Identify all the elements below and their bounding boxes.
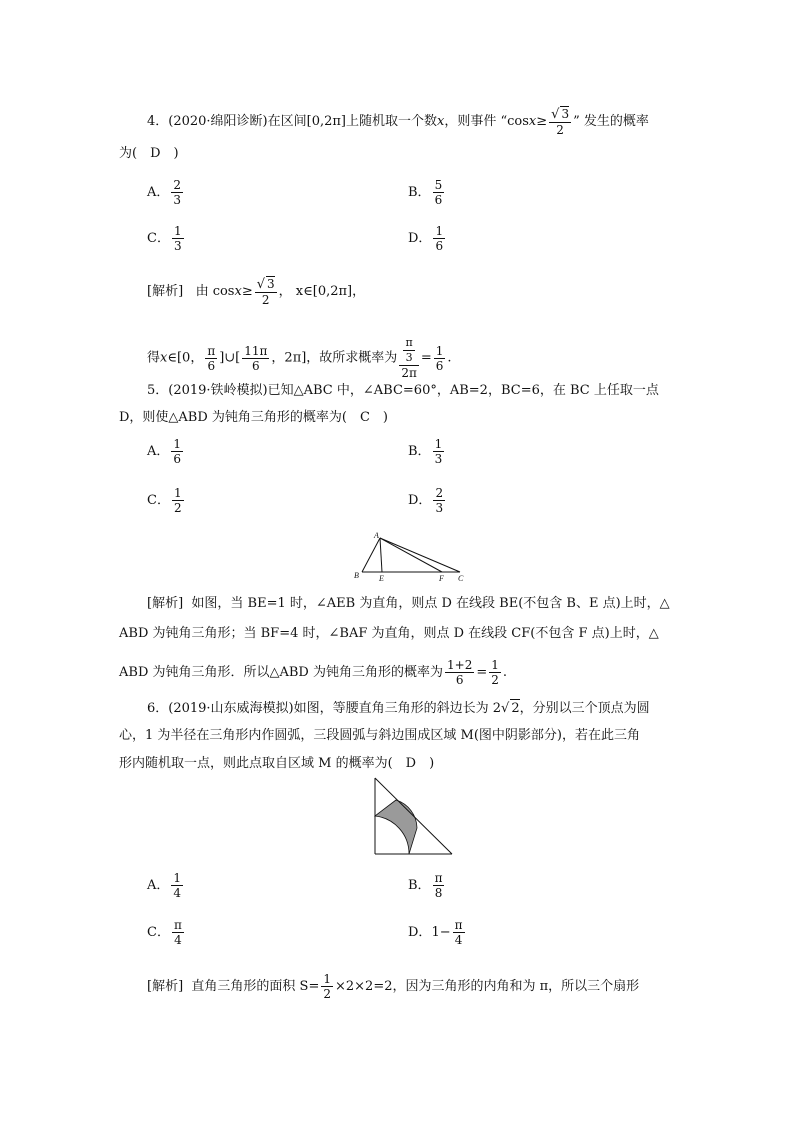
q6-option-b-label: B． [408, 878, 431, 893]
q4-option-c-frac [172, 224, 184, 253]
q5-sol3-num: 1+2 [447, 658, 473, 672]
q5-d-den: 3 [435, 501, 444, 515]
q5-line1: 5．(2019·铁岭模拟)已知△ABC 中，∠ABC=60°，AB=2，BC=6，在 BC 上任取一点 [147, 383, 659, 398]
q6-option-b-frac [433, 871, 445, 900]
q4-sol1-geq: ≥ [241, 284, 253, 299]
q4-option-c [147, 224, 186, 253]
q6-d-den: 4 [454, 933, 463, 947]
q6-option-c-label: C． [147, 925, 170, 940]
q4-option-c-label: C． [147, 231, 170, 246]
q4-sol2-b: ∈[0， [167, 350, 204, 366]
q5-sol3-num2: 1 [491, 658, 499, 672]
q4-geq: ≥ [536, 114, 548, 129]
q5-triangle-figure [352, 528, 472, 584]
q4-line1 [147, 106, 649, 137]
q4-sol2-6b: 6 [252, 358, 260, 373]
q4-option-b [408, 178, 446, 207]
q4-sol2-frac-pi6 [205, 344, 217, 373]
q5-option-a-frac [171, 437, 183, 466]
q4-sqrt3: 3 [561, 107, 570, 121]
q5-sol3-end: . [502, 665, 508, 680]
q6-option-d [408, 918, 467, 947]
q5-d-num: 2 [435, 486, 444, 500]
q4-sol2-result [434, 344, 446, 373]
q5-option-b-label: B． [408, 444, 431, 459]
q6-sol1-frac [321, 972, 333, 1001]
q4-sol2-3: 3 [405, 351, 413, 364]
q6-option-b [408, 871, 446, 900]
q5-seg-ac [380, 538, 460, 572]
q5-label-f: F [439, 574, 444, 583]
q5-option-a-label: A． [147, 444, 170, 459]
q5-label-a: A [374, 531, 379, 540]
q5-option-a [147, 437, 185, 466]
q6-option-a [147, 871, 185, 900]
q4-option-b-label: B． [408, 185, 431, 200]
q4-sol1-den: 2 [261, 293, 270, 307]
q6-b-num: π [434, 871, 443, 885]
q4-den2: 2 [556, 123, 564, 137]
q6-option-d-pre: 1− [431, 925, 451, 940]
q4-b-num: 5 [434, 178, 443, 192]
q6-d-num: π [454, 918, 463, 932]
q6-triangle-figure [372, 776, 456, 858]
q4-var-x: x [437, 114, 445, 129]
q5-label-c: C [458, 574, 464, 583]
q5-solution-line3 [119, 658, 507, 687]
q4-frac-root3-over-2: $\frac{√ 3}{2}$ [551, 107, 570, 137]
q4-text-b: ，则事件 “cos [444, 114, 529, 129]
q5-b-den: 3 [434, 452, 443, 466]
q5-option-c-label: C． [147, 493, 170, 508]
q6-line3: 形内随机取一点，则此点取自区域 M 的概率为( D ) [119, 756, 435, 771]
q5-sol3-result [489, 658, 501, 687]
q6-sol1-a: 直角三角形的面积 S= [191, 979, 320, 994]
q5-option-b [408, 437, 446, 466]
q6-solution-label: [解析] [147, 979, 184, 994]
q5-solution-line1 [147, 595, 670, 613]
q5-seg-ae [380, 538, 382, 572]
q4-option-a [147, 178, 185, 207]
q4-sol2-a: 得 [147, 350, 161, 366]
q6-a-num: 1 [173, 871, 182, 885]
q6-option-d-label: D． [408, 925, 432, 940]
q4-c-den: 3 [173, 239, 182, 253]
q4-d-den: 6 [435, 239, 444, 253]
q4-solution-line2 [147, 336, 452, 380]
q4-line2: 为( D ) [119, 146, 179, 161]
q6-option-c-frac [172, 918, 184, 947]
q4-sol2-1: 1 [435, 343, 444, 358]
q4-sol2-2pi: 2π [401, 366, 417, 380]
q6-a-den: 4 [173, 886, 182, 900]
q5-c-num: 1 [173, 486, 182, 500]
q4-sol2-11pi: 11π [244, 343, 268, 358]
q4-sol2-compound-frac [399, 336, 419, 380]
q5-seg-af [380, 538, 442, 572]
q6-c-num: π [173, 918, 182, 932]
q5-sol3-frac [445, 658, 474, 687]
q5-option-d-frac [433, 486, 445, 515]
q4-option-d [408, 224, 447, 253]
q6-line1-b: ，分别以三个顶点为圆 [519, 701, 650, 716]
q5-b-num: 1 [434, 437, 443, 451]
q4-option-b-frac [433, 178, 445, 207]
q4-sol2-end: . [447, 350, 452, 366]
q4-a-num: 2 [173, 178, 182, 192]
q4-var-x2: x [528, 114, 537, 129]
q4-option-d-label: D． [408, 231, 432, 246]
q4-c-num: 1 [173, 224, 182, 238]
q5-option-c-frac [172, 486, 184, 515]
q6-solution-line1 [147, 972, 639, 1001]
q5-option-b-frac [433, 437, 445, 466]
q6-option-a-label: A． [147, 878, 170, 893]
q5-seg-ab [362, 538, 380, 572]
q5-solution-label: [解析] [147, 596, 184, 611]
q5-sol3-eq: = [476, 665, 488, 680]
q6-sol1-b: ×2×2=2，因为三角形的内角和为 π，所以三个扇形 [335, 979, 640, 994]
q6-option-d-frac [453, 918, 465, 947]
q4-option-d-frac [433, 224, 445, 253]
q4-d-num: 1 [435, 224, 444, 238]
q4-sol1-sqrt3: 3 [267, 277, 275, 291]
q5-line2: D，则使△ABD 为钝角三角形的概率为( C ) [119, 410, 389, 425]
q4-sol2-pi3: π [405, 336, 413, 349]
q5-solution-line2: ABD 为钝角三角形；当 BF=4 时，∠BAF 为直角，则点 D 在线段 CF(不包含 F 点)上时，△ [119, 626, 659, 641]
q4-sol1-x: x [234, 284, 242, 299]
q4-sol2-x: x [160, 350, 168, 366]
q5-a-num: 1 [173, 437, 182, 451]
q5-sol3-den: 6 [455, 673, 464, 687]
q4-sol2-6: 6 [207, 358, 216, 373]
q4-option-a-frac [171, 178, 183, 207]
q5-a-den: 6 [173, 452, 182, 466]
q6-c-den: 4 [174, 933, 182, 947]
q6-sol1-num: 1 [323, 972, 331, 986]
q4-sol2-c: ]∪[ [219, 350, 241, 366]
q5-label-b: B [354, 571, 359, 580]
q6-line1-a: 6．(2019·山东威海模拟)如图，等腰直角三角形的斜边长为 2 [147, 701, 502, 716]
q4-solution-line1 [147, 276, 365, 307]
q4-text-a: 4．(2020·绵阳诊断)在区间[0,2π]上随机取一个数 [147, 114, 437, 129]
q6-option-c [147, 918, 186, 947]
q4-sol2-frac-11pi6 [242, 344, 269, 373]
q4-sol2-eq: = [420, 350, 432, 366]
q5-c-den: 2 [173, 501, 182, 515]
q4-option-a-label: A． [147, 185, 170, 200]
q5-sol3-a: ABD 为钝角三角形．所以△ABD 为钝角三角形的概率为 [119, 665, 443, 680]
q6-sol1-den: 2 [323, 987, 331, 1001]
q4-sol1-b: ， x∈[0,2π]， [278, 284, 366, 299]
q4-solution-label: [解析] [147, 284, 184, 299]
q6-option-a-frac [171, 871, 183, 900]
q4-sol1-frac: $\frac{√ 3}{2}$ [256, 277, 275, 307]
q5-option-d [408, 486, 447, 515]
q5-sol1: 如图，当 BE=1 时，∠AEB 为直角，则点 D 在线段 BE(不包含 B、E 点)上时，△ [191, 596, 670, 611]
q4-sol2-d: ，2π]，故所求概率为 [271, 350, 398, 366]
q4-sol2-6c: 6 [435, 358, 444, 373]
q6-line1-sqrt: 2 [511, 701, 520, 716]
q4-text-c: ” 发生的概率 [573, 114, 649, 129]
q4-sol1-a: 由 cos [195, 284, 235, 299]
q5-sol3-den2: 2 [491, 673, 499, 687]
q4-b-den: 6 [434, 193, 443, 207]
q5-label-e: E [379, 574, 384, 583]
q5-option-c [147, 486, 186, 515]
q5-option-d-label: D． [408, 493, 432, 508]
q4-a-den: 3 [173, 193, 182, 207]
q6-line1: 6．(2019·山东威海模拟)如图，等腰直角三角形的斜边长为 2√ 2，分别以三个顶点为圆 [147, 701, 650, 716]
q6-line2: 心，1 为半径在三角形内作圆弧，三段圆弧与斜边围成区域 M(图中阴影部分)，若在此三角 [119, 728, 640, 743]
q4-sol2-pi: π [207, 343, 216, 358]
q6-b-den: 8 [434, 886, 443, 900]
